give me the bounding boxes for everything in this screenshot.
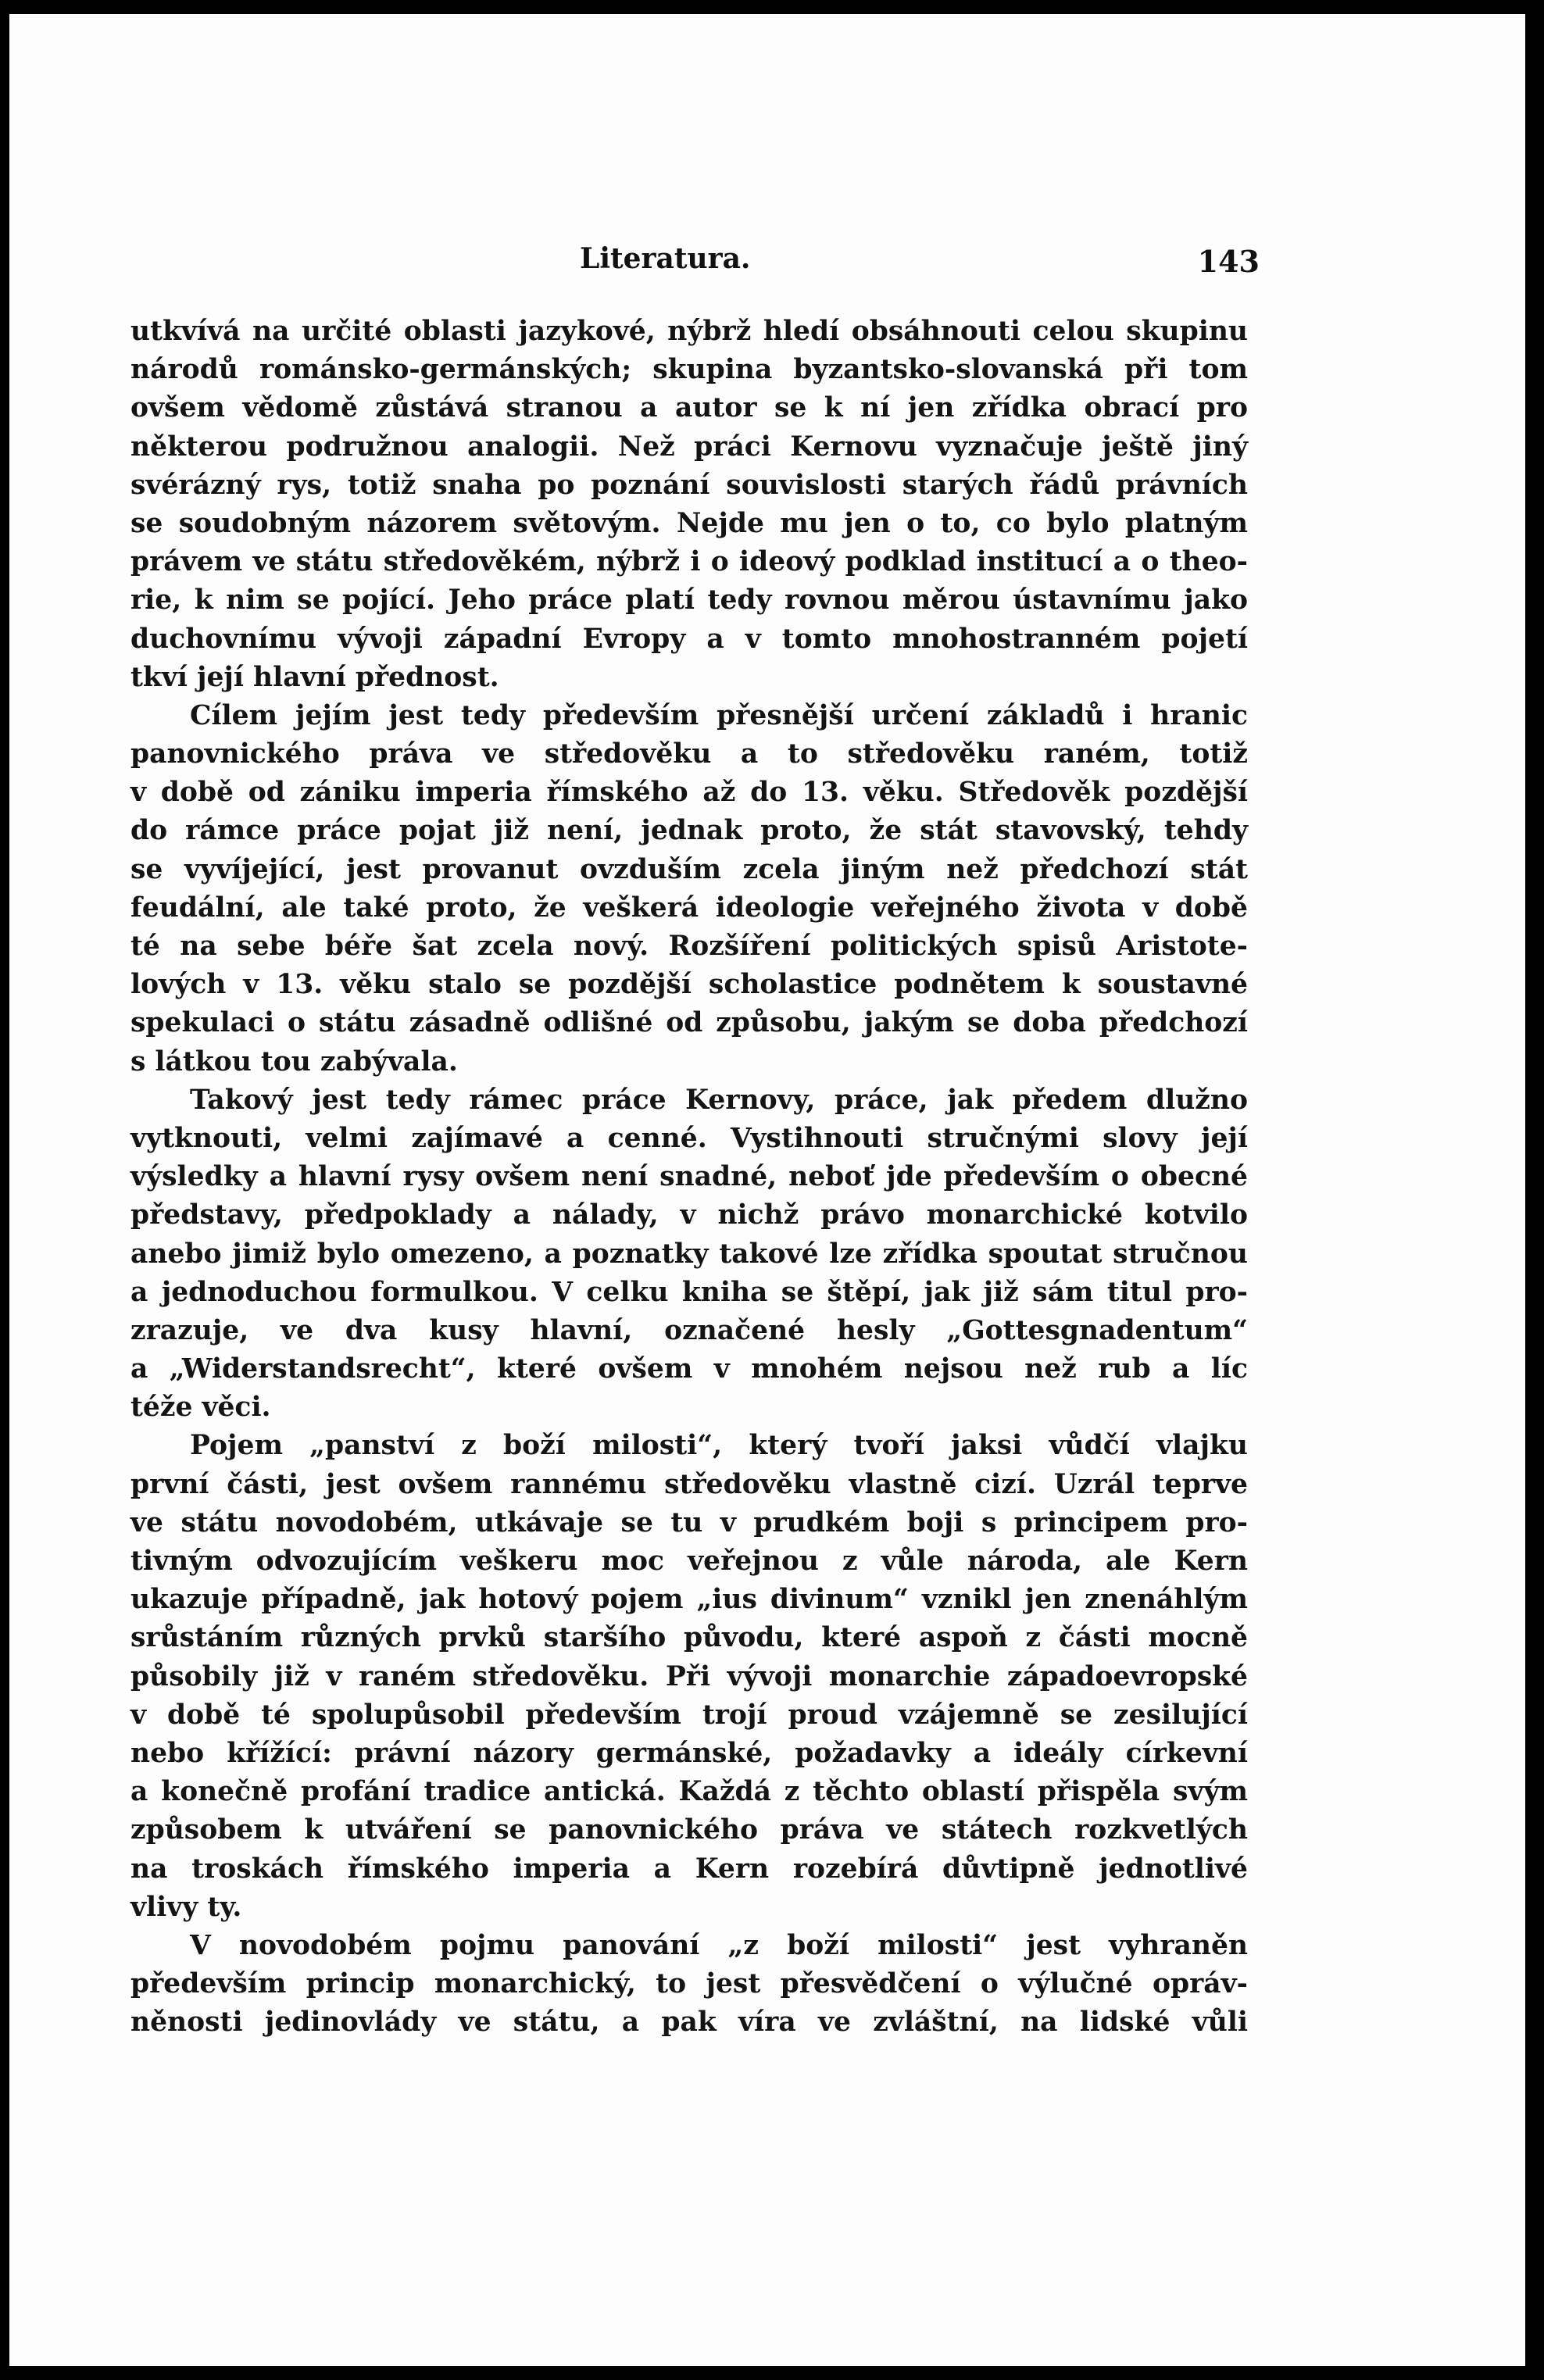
page-header: [127, 242, 1260, 289]
text-line: národů románsko-germánských; skupina byzantsko-slovanská při tom: [130, 354, 1248, 386]
text-line: feudální, ale také proto, že veškerá ideologie veřejného života v době: [130, 892, 1248, 924]
text-line: se soudobným názorem světovým. Nejde mu jen o to, co bylo platným: [130, 507, 1248, 539]
text-line: představy, předpoklady a nálady, v nichž právo monarchické kotvilo: [130, 1199, 1248, 1231]
text-line: první části, jest ovšem rannému středověku vlastně cizí. Uzrál teprve: [130, 1468, 1248, 1500]
text-line: něnosti jedinovlády ve státu, a pak víra ve zvláštní, na lidské vůli: [130, 2007, 1248, 2039]
text-line: Pojem „panství z boží milosti“, který tvoří jaksi vůdčí vlajku: [190, 1430, 1248, 1462]
text-line: Takový jest tedy rámec práce Kernovy, práce, jak předem dlužno: [190, 1084, 1248, 1116]
text-line: srůstáním různých prvků staršího původu, které aspoň z části mocně: [130, 1622, 1248, 1654]
text-line: svérázný rys, totiž snaha po poznání souvislosti starých řádů právních: [130, 469, 1248, 501]
text-line: rie, k nim se pojící. Jeho práce platí tedy rovnou měrou ústavnímu jako: [130, 584, 1248, 616]
text-line: v době té spolupůsobil především trojí proud vzájemně se zesilující: [130, 1699, 1248, 1731]
text-line: a jednoduchou formulkou. V celku kniha se štěpí, jak již sám titul pro-: [130, 1276, 1248, 1308]
text-line: působily již v raném středověku. Při vývoji monarchie západoevropské: [130, 1660, 1248, 1692]
text-line: výsledky a hlavní rysy ovšem není snadné, neboť jde především o obecné: [130, 1161, 1248, 1193]
text-line: tivným odvozujícím veškeru moc veřejnou z vůle národa, ale Kern: [130, 1546, 1248, 1577]
text-line: s látkou tou zabývala.: [130, 1045, 458, 1077]
text-line: V novodobém pojmu panování „z boží milosti“ jest vyhraněn: [190, 1929, 1248, 1961]
text-line: téže věci.: [130, 1392, 271, 1424]
text-line: ukazuje případně, jak hotový pojem „ius divinum“ vznikl jen znenáhlým: [130, 1584, 1248, 1616]
text-line: se vyvíjející, jest provanut ovzduším zcela jiným než předchozí stát: [130, 853, 1248, 885]
text-line: na troskách římského imperia a Kern rozebírá důvtipně jednotlivé: [130, 1853, 1248, 1885]
text-line: ovšem vědomě zůstává stranou a autor se k ní jen zřídka obrací pro: [130, 392, 1248, 424]
text-line: duchovnímu vývoji západní Evropy a v tomto mnohostranném pojetí: [130, 623, 1248, 655]
book-page: [9, 14, 1525, 2366]
text-line: v době od zániku imperia římského až do 13. věku. Středověk pozdější: [130, 777, 1248, 809]
text-line: Cílem jejím jest tedy především přesnější určení základů i hranic: [190, 699, 1248, 731]
text-line: právem ve státu středověkém, nýbrž i o ideový podklad institucí a o theo-: [130, 546, 1248, 578]
text-line: do rámce práce pojat již není, jednak proto, že stát stavovský, tehdy: [130, 815, 1248, 847]
text-line: především princip monarchický, to jest přesvědčení o výlučné opráv-: [130, 1968, 1248, 2000]
text-line: anebo jimiž bylo omezeno, a poznatky takové lze zřídka spoutat stručnou: [130, 1238, 1248, 1270]
text-line: utkvívá na určité oblasti jazykové, nýbrž hledí obsáhnouti celou skupinu: [130, 316, 1248, 347]
text-line: a konečně profání tradice antická. Každá z těchto oblastí přispěla svým: [130, 1776, 1248, 1808]
text-line: lových v 13. věku stalo se pozdější scholastice podnětem k soustavné: [130, 969, 1248, 1001]
text-line: zrazuje, ve dva kusy hlavní, označené hesly „Gottesgnadentum“: [130, 1314, 1248, 1346]
text-line: spekulaci o státu zásadně odlišné od způsobu, jakým se doba předchozí: [130, 1007, 1248, 1039]
text-line: vlivy ty.: [130, 1891, 242, 1923]
text-line: vytknouti, velmi zajímavé a cenné. Vystihnouti stručnými slovy její: [130, 1122, 1248, 1154]
text-line: a „Widerstandsrecht“, které ovšem v mnohém nejsou než rub a líc: [130, 1353, 1248, 1385]
text-line: nebo křížící: právní názory germánské, požadavky a ideály církevní: [130, 1737, 1248, 1769]
text-line: některou podružnou analogii. Než práci Kernovu vyznačuje ještě jiný: [130, 431, 1248, 463]
page-number: 143: [1197, 244, 1260, 279]
running-head: Literatura.: [580, 242, 751, 275]
text-line: ve státu novodobém, utkávaje se tu v prudkém boji s principem pro-: [130, 1506, 1248, 1538]
text-line: té na sebe béře šat zcela nový. Rozšíření politických spisů Aristote-: [130, 931, 1248, 962]
body-text: [130, 313, 1248, 2042]
text-line: způsobem k utváření se panovnického práva ve státech rozkvetlých: [130, 1814, 1248, 1846]
text-line: panovnického práva ve středověku a to středověku raném, totiž: [130, 738, 1248, 770]
text-line: tkví její hlavní přednost.: [130, 661, 499, 693]
